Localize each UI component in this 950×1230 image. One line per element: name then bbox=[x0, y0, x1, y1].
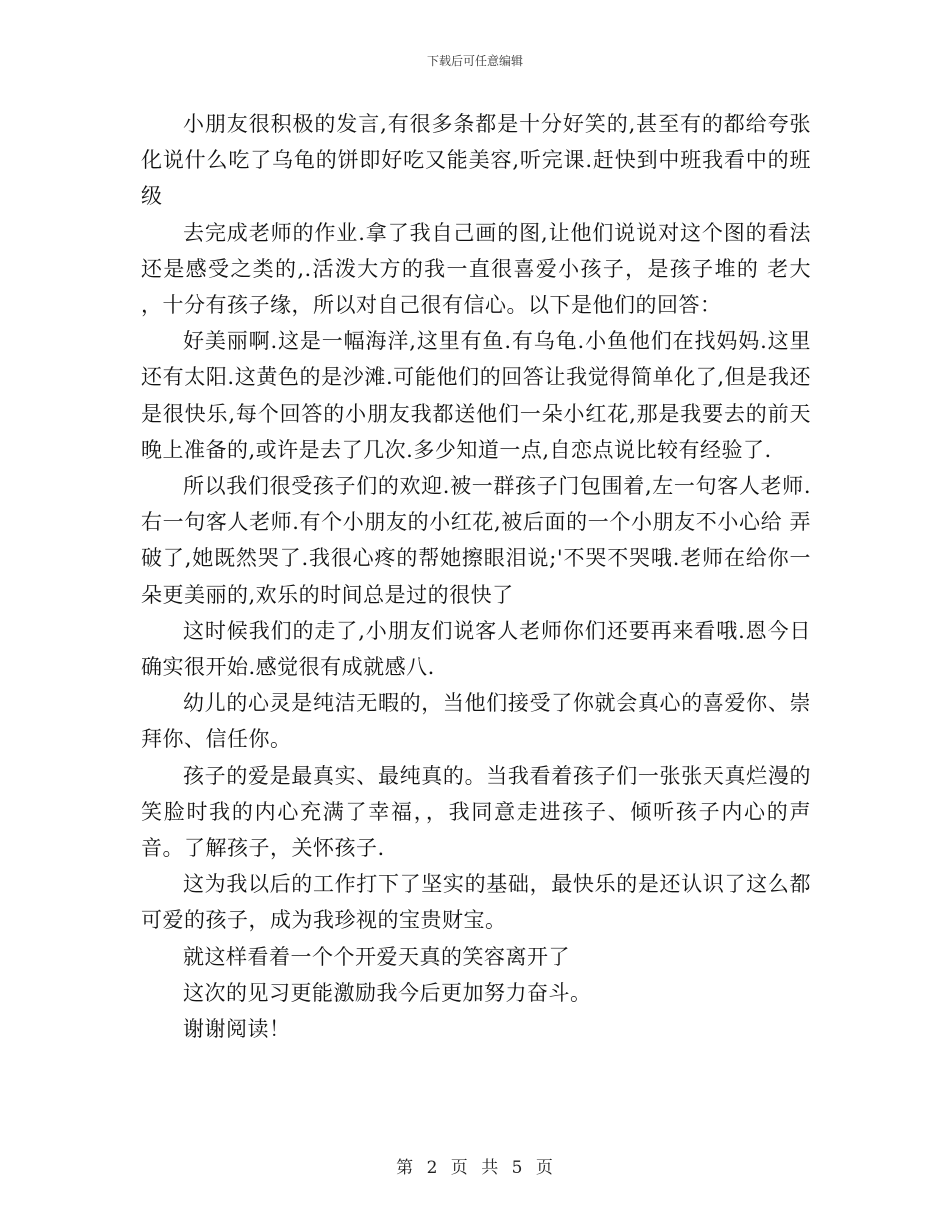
paragraph: 孩子的爱是最真实、最纯真的。当我看着孩子们一张张天真烂漫的笑脸时我的内心充满了幸福，，我同意走进孩子、倾听孩子内心的声音。了解孩子，关怀孩子. bbox=[141, 763, 811, 861]
footer-prefix: 第 bbox=[396, 1158, 415, 1178]
paragraph: 谢谢阅读！ bbox=[183, 1017, 291, 1042]
paragraph: 这为我以后的工作打下了坚实的基础，最快乐的是还认识了这么都可爱的孩子，成为我珍视的宝贵财宝。 bbox=[141, 872, 811, 933]
paragraph: 好美丽啊.这是一幅海洋,这里有鱼.有乌龟.小鱼他们在找妈妈.这里还有太阳.这黄色的是沙滩.可能他们的回答让我觉得简单化了,但是我还是很快乐,每个回答的小朋友我都送他们一朵小红花,那是我要去的前天晚上准备的,或许是去了几次.多少知道一点,自恋点说比较有经验了. bbox=[141, 329, 811, 462]
document-body bbox=[141, 106, 811, 1047]
paragraph: 这次的见习更能激励我今后更加努力奋斗。 bbox=[183, 980, 592, 1005]
paragraph: 这时候我们的走了,小朋友们说客人老师你们还要再来看哦.恩今日确实很开始.感觉很有成就感八. bbox=[141, 618, 811, 680]
paragraph: 就这样看着一个个开爱天真的笑容离开了 bbox=[183, 944, 570, 969]
paragraph: 幼儿的心灵是纯洁无暇的，当他们接受了你就会真心的喜爱你、崇拜你、信任你。 bbox=[141, 691, 811, 752]
page-header: 下载后可任意编辑 bbox=[426, 54, 523, 68]
paragraph: 去完成老师的作业.拿了我自己画的图,让他们说说对这个图的看法还是感受之类的,.活泼大方的我一直很喜爱小孩子，是孩子堆的 老大 ，十分有孩子缘，所以对自己很有信心。以下是他们的回答： bbox=[141, 220, 811, 318]
paragraph: 所以我们很受孩子们的欢迎.被一群孩子门包围着,左一句客人老师.右一句客人老师.有个小朋友的小红花,被后面的一个小朋友不小心给 弄破了,她既然哭了.我很心疼的帮她擦眼泪说;'不哭不哭哦.老师在给你一朵更美丽的,欢乐的时间总是过的很快了 bbox=[141, 474, 811, 607]
page-footer bbox=[0, 1153, 950, 1178]
footer-total-word: 共 bbox=[481, 1158, 500, 1178]
paragraph: 小朋友很积极的发言,有很多条都是十分好笑的,甚至有的都给夸张化说什么吃了乌龟的饼即好吃又能美容,听完课.赶快到中班我看中的班级 bbox=[141, 112, 811, 209]
footer-page-word: 页 bbox=[450, 1158, 469, 1178]
current-page-number: 2 bbox=[426, 1158, 439, 1178]
total-pages-number: 5 bbox=[511, 1158, 524, 1178]
footer-suffix: 页 bbox=[535, 1158, 554, 1178]
